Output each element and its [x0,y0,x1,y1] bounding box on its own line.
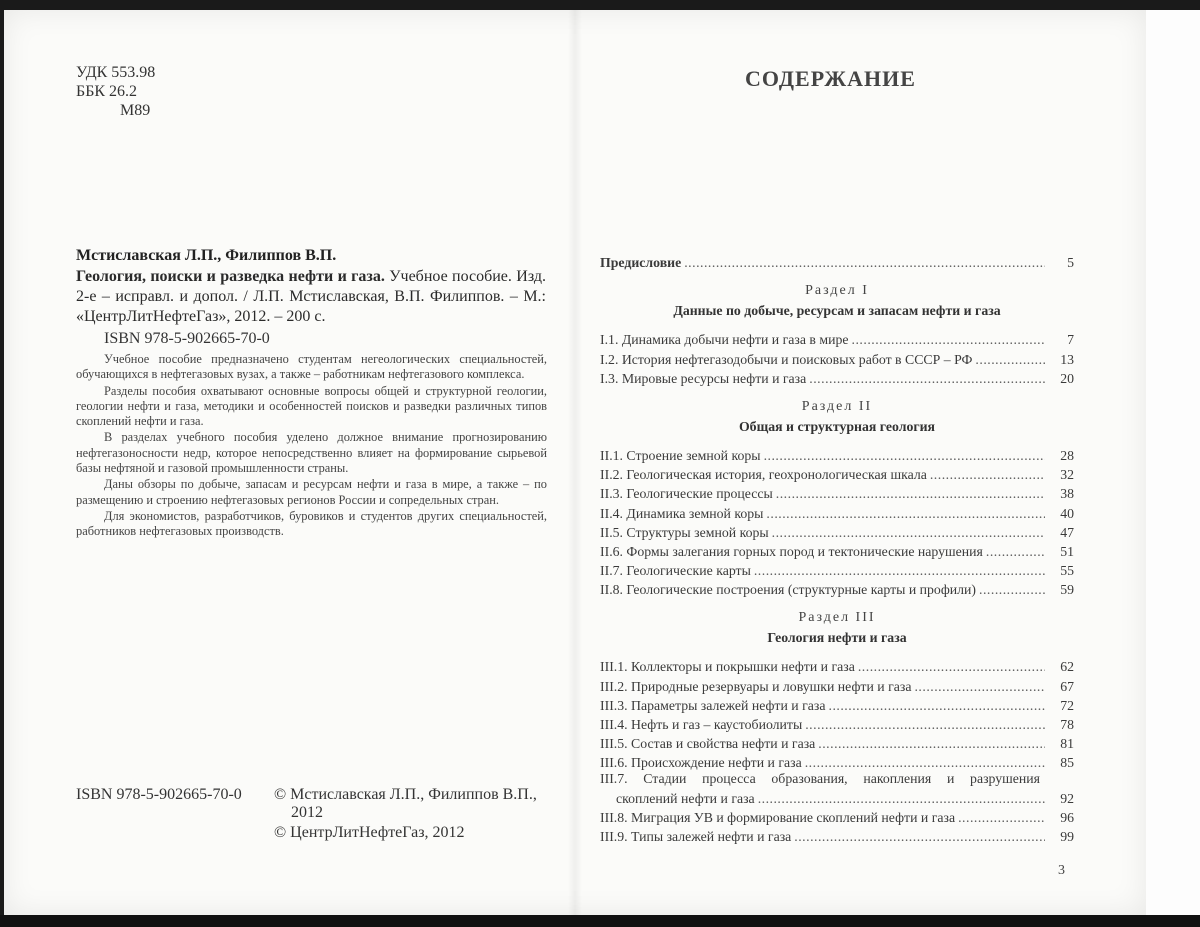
contents-heading: СОДЕРЖАНИЕ [745,66,916,91]
toc-page-number: 40 [1060,505,1074,521]
page-number: 3 [1058,863,1065,878]
copyright-authors-year: 2012 [291,804,323,821]
toc-entry-title: III.6. Происхождение нефти и газа [600,755,802,771]
toc-entry-title: II.5. Структуры земной коры [600,524,769,540]
toc-entry-title: I.2. История нефтегазодобычи и поисковых работ в СССР – РФ [600,351,973,367]
toc-page-number: 20 [1060,370,1074,386]
toc-entry[interactable] [600,464,1074,483]
toc-page-number: 13 [1060,351,1074,367]
toc-page-number: 96 [1060,809,1074,825]
toc-leader-dots [914,679,1045,695]
toc-entry[interactable] [600,502,1074,521]
section-label: Раздел I [805,283,869,299]
abstract-paragraph: В разделах учебного пособия уделено должное внимание прогнозированию нефтегазоносности недр, которое непосредственно влияет на формирование сырьевой базы нефтяной и газовой промышленности страны. [76,430,547,476]
toc-leader-dots [684,255,1045,271]
toc-page-number: 67 [1060,678,1074,694]
toc-leader-dots [975,352,1045,368]
bibliographic-details: Учебное пособие. Изд. 2-е – исправл. и допол. / Л.П. Мстиславская, В.П. Филиппов. – М.: «ЦентрЛитНефтеГаз», 2012. – 200 с. [76,268,546,325]
toc-leader-dots [772,525,1045,541]
toc-page-number: 81 [1060,736,1074,752]
toc-page-number: 7 [1067,332,1074,348]
toc-entry-title: II.8. Геологические построения (структурные карты и профили) [600,582,977,598]
toc-page-number: 99 [1060,828,1074,844]
toc-entry[interactable] [600,771,1074,806]
toc-leader-dots [766,506,1045,522]
toc-page-number: 55 [1060,563,1074,579]
abstract-paragraph: Учебное пособие предназначено студентам негеологических специальностей, обучающихся в нефтегазовых вузах, а также – работникам нефтегазового комплекса. [76,352,547,382]
section-title: Общая и структурная геология [738,418,936,434]
authors: Мстиславская Л.П., Филиппов В.П. [76,247,337,264]
toc-entry-title: III.9. Типы залежей нефти и газа [600,828,792,844]
copyright-authors: © Мстиславская Л.П., Филиппов В.П., [274,786,537,803]
toc-leader-dots [758,791,1045,807]
copyright-publisher: © ЦентрЛитНефтеГаз, 2012 [274,824,465,841]
toc-entry-title: II.4. Динамика земной коры [600,505,764,521]
abstract-paragraph: Для экономистов, разработчиков, буровиков и студентов других специальностей, работников нефтегазовых производств. [76,508,547,539]
toc-page-number: 62 [1060,659,1074,675]
toc-leader-dots [805,717,1045,733]
toc-entry[interactable] [600,348,1074,367]
toc-entry-title: III.3. Параметры залежей нефти и газа [600,697,826,713]
isbn: ISBN 978-5-902665-70-0 [104,330,270,347]
toc-entry-title: II.7. Геологические карты [600,563,751,579]
toc-entry[interactable] [600,826,1074,845]
toc-entry-preface[interactable] [600,252,1074,271]
toc-entry-title: III.4. Нефть и газ – каустобиолиты [600,717,803,732]
section-title: Данные по добыче, ресурсам и запасам нефти и газа [673,303,1001,319]
toc-entry-title: II.2. Геологическая история, геохронологическая шкала [600,467,927,483]
toc-entry[interactable] [600,445,1074,464]
toc-entry-title: III.1. Коллекторы и покрышки нефти и газа [600,659,855,675]
toc-leader-dots [818,736,1045,752]
toc-page-number: 59 [1060,582,1074,598]
abstract-paragraph: Даны обзоры по добыче, запасам и ресурсам нефти и газа в мире, а также – по размещению и строению нефтегазовых регионов России и сопредельных стран. [76,477,547,507]
toc-leader-dots [809,371,1045,387]
abstract [76,352,547,541]
toc-entry-title: I.3. Мировые ресурсы нефти и газа [600,370,807,386]
toc-leader-dots [986,544,1045,560]
toc-entry[interactable] [600,695,1074,714]
toc-leader-dots [794,829,1045,845]
toc-entry-title: II.1. Строение земной коры [600,447,761,463]
toc-entry[interactable] [600,675,1074,694]
toc-entry-title: III.7. Стадии процесса образования, накопления и разрушения [600,771,1040,787]
toc-entry[interactable] [600,714,1074,733]
toc-entry-title: III.2. Природные резервуары и ловушки нефти и газа [600,678,912,694]
toc-entry[interactable] [600,483,1074,502]
toc-leader-dots [829,698,1046,714]
toc-entry-title: I.1. Динамика добычи нефти и газа в мире [600,332,849,348]
toc-page-number: 92 [1060,790,1074,806]
section-label: Раздел III [798,610,876,626]
table-of-contents [600,252,1074,845]
toc-entry[interactable] [600,560,1074,579]
toc-page-number: 78 [1060,717,1074,732]
toc-leader-dots [776,486,1045,502]
toc-leader-dots [805,755,1045,771]
toc-page-number: 72 [1060,697,1074,713]
toc-entry-title-continued: скоплений нефти и газа [616,790,755,806]
udk-code: УДК 553.98 [76,64,156,81]
abstract-paragraph: Разделы пособия охватывают основные вопросы общей и структурной геологии, геологии нефти и газа, методики и особенностей поисков и разведки различных типов скоплений нефти и газа. [76,383,547,429]
toc-page-number: 32 [1060,467,1074,483]
toc-entry-title: III.8. Миграция УВ и формирование скоплений нефти и газа [600,809,956,825]
toc-entry-title: II.6. Формы залегания горных пород и тектонические нарушения [600,543,983,559]
toc-leader-dots [754,563,1045,579]
toc-leader-dots [764,448,1045,464]
toc-page-number: 28 [1060,447,1074,463]
toc-entry[interactable] [600,329,1074,348]
toc-page-number: 5 [1067,255,1074,271]
toc-leader-dots [930,467,1045,483]
toc-leader-dots [858,659,1045,675]
isbn-footer: ISBN 978-5-902665-70-0 [76,786,242,803]
toc-entry[interactable] [600,579,1074,598]
toc-leader-dots [852,332,1045,348]
toc-page-number: 38 [1060,486,1074,502]
toc-entry[interactable] [600,522,1074,541]
bibliographic-entry [76,267,546,327]
toc-entry-title: II.3. Геологические процессы [600,486,773,502]
section-label: Раздел II [801,398,873,414]
toc-entry[interactable] [600,807,1074,826]
toc-leader-dots [958,810,1045,826]
toc-entry-title: III.5. Состав и свойства нефти и газа [600,736,816,752]
scan-border [0,915,1200,927]
toc-page-number: 51 [1060,543,1074,559]
toc-entry[interactable] [600,752,1074,771]
section-title: Геология нефти и газа [767,630,907,646]
toc-page-number: 47 [1060,524,1074,540]
author-mark: М89 [120,102,151,119]
book-gutter [568,10,582,915]
toc-leader-dots [979,582,1045,598]
scan-margin [1146,10,1200,915]
book-title: Геология, поиски и разведка нефти и газа. [76,268,385,285]
toc-entry[interactable] [600,368,1074,387]
toc-entry[interactable] [600,541,1074,560]
bbk-code: ББК 26.2 [76,83,138,100]
classification-codes [76,63,155,120]
toc-entry[interactable] [600,733,1074,752]
toc-page-number: 85 [1060,755,1074,771]
toc-entry-title: Предисловие [600,255,682,271]
toc-entry[interactable] [600,656,1074,675]
